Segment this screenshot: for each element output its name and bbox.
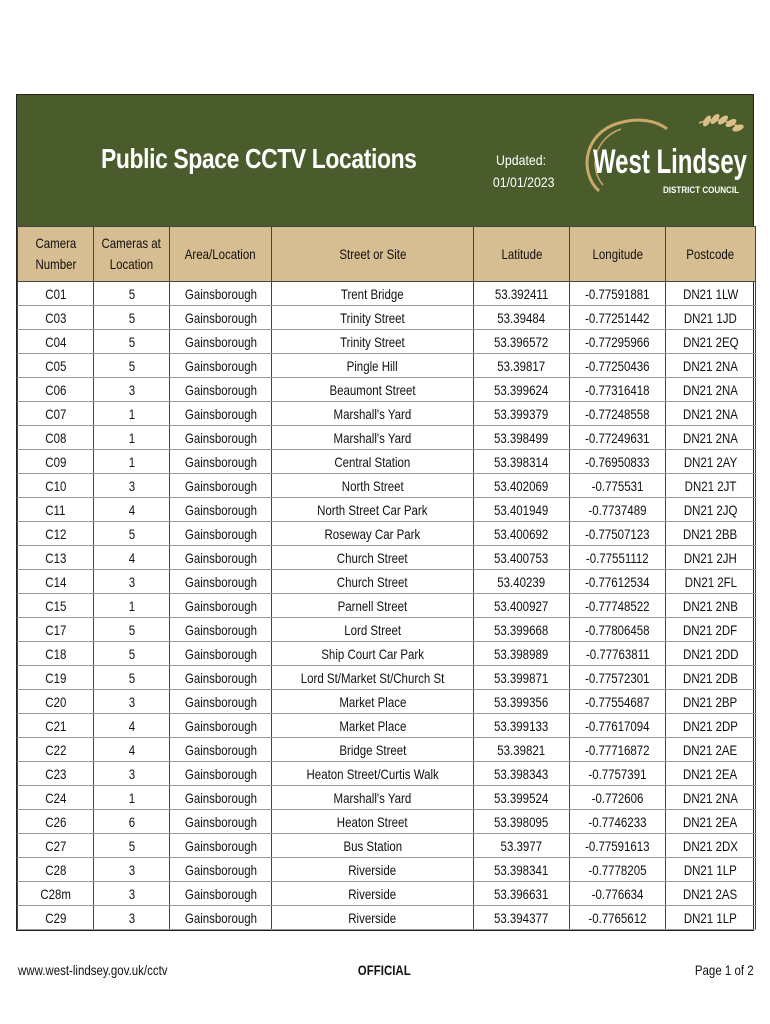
cell-longitude: -0.77617094 — [570, 714, 666, 738]
cell-cameras-count: 3 — [94, 906, 170, 930]
cell-postcode: DN21 2NA — [666, 354, 756, 378]
cell-longitude: -0.7778205 — [570, 858, 666, 882]
cell-postcode: DN21 1LW — [666, 282, 756, 306]
cell-postcode: DN21 2JH — [666, 546, 756, 570]
west-lindsey-logo-icon — [579, 113, 751, 209]
svg-text:DISTRICT COUNCIL: DISTRICT COUNCIL — [663, 185, 740, 195]
footer-url: www.west-lindsey.gov.uk/cctv — [18, 962, 168, 978]
cell-longitude: -0.77507123 — [570, 522, 666, 546]
cell-area: Gainsborough — [170, 618, 272, 642]
cell-latitude: 53.398989 — [474, 642, 570, 666]
cell-cameras-count: 1 — [94, 450, 170, 474]
cell-postcode: DN21 2NA — [666, 378, 756, 402]
cell-area: Gainsborough — [170, 642, 272, 666]
cell-latitude: 53.394377 — [474, 906, 570, 930]
cell-latitude: 53.39484 — [474, 306, 570, 330]
cell-cameras-count: 5 — [94, 642, 170, 666]
cell-latitude: 53.40239 — [474, 570, 570, 594]
cell-camera-number: C05 — [18, 354, 94, 378]
table-row — [18, 546, 756, 570]
cell-area: Gainsborough — [170, 474, 272, 498]
cell-latitude: 53.396631 — [474, 882, 570, 906]
table-row — [18, 594, 756, 618]
cell-latitude: 53.39821 — [474, 738, 570, 762]
cell-area: Gainsborough — [170, 666, 272, 690]
footer-classification: OFFICIAL — [357, 962, 411, 978]
cell-cameras-count: 1 — [94, 594, 170, 618]
col-header-postcode: Postcode — [666, 227, 756, 282]
cell-street-or-site: Marshall's Yard — [272, 402, 474, 426]
cell-longitude: -0.772606 — [570, 786, 666, 810]
cell-longitude: -0.77554687 — [570, 690, 666, 714]
svg-text:West Lindsey: West Lindsey — [593, 143, 748, 181]
table-row — [18, 570, 756, 594]
table-row — [18, 474, 756, 498]
cell-latitude: 53.399524 — [474, 786, 570, 810]
table-row — [18, 762, 756, 786]
cell-camera-number: C29 — [18, 906, 94, 930]
cell-postcode: DN21 2BB — [666, 522, 756, 546]
cell-camera-number: C01 — [18, 282, 94, 306]
cell-cameras-count: 1 — [94, 402, 170, 426]
cell-cameras-count: 4 — [94, 546, 170, 570]
cell-camera-number: C21 — [18, 714, 94, 738]
cell-latitude: 53.399133 — [474, 714, 570, 738]
table-row — [18, 906, 756, 930]
cell-cameras-count: 5 — [94, 666, 170, 690]
cell-longitude: -0.775531 — [570, 474, 666, 498]
cell-longitude: -0.776634 — [570, 882, 666, 906]
cell-area: Gainsborough — [170, 762, 272, 786]
cell-postcode: DN21 2DB — [666, 666, 756, 690]
table-row — [18, 618, 756, 642]
cell-longitude: -0.77572301 — [570, 666, 666, 690]
cell-street-or-site: Lord St/Market St/Church St — [272, 666, 474, 690]
cell-street-or-site: Market Place — [272, 714, 474, 738]
cell-street-or-site: Riverside — [272, 906, 474, 930]
cell-cameras-count: 5 — [94, 282, 170, 306]
cell-street-or-site: Heaton Street — [272, 810, 474, 834]
cell-longitude: -0.7765612 — [570, 906, 666, 930]
cell-area: Gainsborough — [170, 858, 272, 882]
cell-cameras-count: 5 — [94, 306, 170, 330]
cell-postcode: DN21 2AE — [666, 738, 756, 762]
cell-area: Gainsborough — [170, 306, 272, 330]
table-row — [18, 522, 756, 546]
cell-camera-number: C07 — [18, 402, 94, 426]
cell-street-or-site: Church Street — [272, 570, 474, 594]
table-row — [18, 426, 756, 450]
cell-latitude: 53.399668 — [474, 618, 570, 642]
cell-latitude: 53.398499 — [474, 426, 570, 450]
cell-street-or-site: Heaton Street/Curtis Walk — [272, 762, 474, 786]
cell-latitude: 53.398314 — [474, 450, 570, 474]
cell-cameras-count: 5 — [94, 522, 170, 546]
cell-latitude: 53.3977 — [474, 834, 570, 858]
cell-street-or-site: North Street Car Park — [272, 498, 474, 522]
cell-postcode: DN21 2DP — [666, 714, 756, 738]
cell-area: Gainsborough — [170, 378, 272, 402]
cell-postcode: DN21 2BP — [666, 690, 756, 714]
cell-postcode: DN21 2NA — [666, 402, 756, 426]
cell-postcode: DN21 2NB — [666, 594, 756, 618]
cell-cameras-count: 3 — [94, 378, 170, 402]
col-header-longitude: Longitude — [570, 227, 666, 282]
cell-postcode: DN21 1LP — [666, 858, 756, 882]
cell-camera-number: C26 — [18, 810, 94, 834]
cell-camera-number: C28m — [18, 882, 94, 906]
cell-camera-number: C23 — [18, 762, 94, 786]
updated-info — [492, 149, 555, 193]
col-header-cameras-at-location: Cameras at Location — [94, 227, 170, 282]
cell-longitude: -0.77249631 — [570, 426, 666, 450]
cell-cameras-count: 4 — [94, 498, 170, 522]
col-header-area: Area/Location — [170, 227, 272, 282]
cell-postcode: DN21 1LP — [666, 906, 756, 930]
cell-cameras-count: 5 — [94, 330, 170, 354]
cell-camera-number: C03 — [18, 306, 94, 330]
cell-postcode: DN21 2AY — [666, 450, 756, 474]
table-row — [18, 642, 756, 666]
cell-camera-number: C17 — [18, 618, 94, 642]
cell-longitude: -0.77250436 — [570, 354, 666, 378]
cell-latitude: 53.398343 — [474, 762, 570, 786]
cell-street-or-site: Parnell Street — [272, 594, 474, 618]
table-row — [18, 354, 756, 378]
cell-camera-number: C08 — [18, 426, 94, 450]
cell-longitude: -0.77316418 — [570, 378, 666, 402]
col-header-camera-number: Camera Number — [18, 227, 94, 282]
table-header-row — [18, 227, 756, 282]
cell-postcode: DN21 2EA — [666, 810, 756, 834]
cell-street-or-site: Marshall's Yard — [272, 426, 474, 450]
cell-latitude: 53.400692 — [474, 522, 570, 546]
cell-street-or-site: Riverside — [272, 882, 474, 906]
cell-postcode: DN21 2NA — [666, 426, 756, 450]
cell-latitude: 53.402069 — [474, 474, 570, 498]
cell-area: Gainsborough — [170, 738, 272, 762]
updated-label: Updated: — [495, 152, 546, 168]
cell-camera-number: C28 — [18, 858, 94, 882]
cell-latitude: 53.399624 — [474, 378, 570, 402]
cell-latitude: 53.400753 — [474, 546, 570, 570]
cell-area: Gainsborough — [170, 834, 272, 858]
cell-longitude: -0.7737489 — [570, 498, 666, 522]
cell-postcode: DN21 2EA — [666, 762, 756, 786]
cell-area: Gainsborough — [170, 882, 272, 906]
cell-cameras-count: 1 — [94, 426, 170, 450]
cell-area: Gainsborough — [170, 594, 272, 618]
cell-postcode: DN21 2AS — [666, 882, 756, 906]
table-row — [18, 450, 756, 474]
cell-camera-number: C04 — [18, 330, 94, 354]
table-row — [18, 834, 756, 858]
cell-street-or-site: Trinity Street — [272, 306, 474, 330]
cell-postcode: DN21 2DX — [666, 834, 756, 858]
cell-street-or-site: Central Station — [272, 450, 474, 474]
updated-date: 01/01/2023 — [492, 174, 555, 190]
cell-camera-number: C24 — [18, 786, 94, 810]
cell-cameras-count: 5 — [94, 618, 170, 642]
table-row — [18, 738, 756, 762]
cell-latitude: 53.396572 — [474, 330, 570, 354]
cell-street-or-site: Church Street — [272, 546, 474, 570]
cell-longitude: -0.77591881 — [570, 282, 666, 306]
cell-cameras-count: 3 — [94, 762, 170, 786]
cell-longitude: -0.77248558 — [570, 402, 666, 426]
cell-area: Gainsborough — [170, 546, 272, 570]
cell-longitude: -0.7757391 — [570, 762, 666, 786]
cell-area: Gainsborough — [170, 498, 272, 522]
cell-street-or-site: Market Place — [272, 690, 474, 714]
table-row — [18, 402, 756, 426]
cell-street-or-site: Pingle Hill — [272, 354, 474, 378]
table-row — [18, 714, 756, 738]
cell-camera-number: C20 — [18, 690, 94, 714]
cell-street-or-site: Ship Court Car Park — [272, 642, 474, 666]
table-row — [18, 498, 756, 522]
cell-cameras-count: 5 — [94, 354, 170, 378]
cell-postcode: DN21 2NA — [666, 786, 756, 810]
cell-street-or-site: Riverside — [272, 858, 474, 882]
cell-postcode: DN21 2JQ — [666, 498, 756, 522]
table-row — [18, 882, 756, 906]
cell-postcode: DN21 2JT — [666, 474, 756, 498]
col-header-latitude: Latitude — [474, 227, 570, 282]
table-row — [18, 690, 756, 714]
cctv-locations-sheet — [16, 94, 754, 931]
cell-cameras-count: 6 — [94, 810, 170, 834]
cell-latitude: 53.400927 — [474, 594, 570, 618]
cell-street-or-site: Marshall's Yard — [272, 786, 474, 810]
cell-camera-number: C13 — [18, 546, 94, 570]
cell-cameras-count: 3 — [94, 690, 170, 714]
cell-latitude: 53.399379 — [474, 402, 570, 426]
table-row — [18, 378, 756, 402]
cell-postcode: DN21 2DD — [666, 642, 756, 666]
cell-cameras-count: 3 — [94, 570, 170, 594]
cell-longitude: -0.77748522 — [570, 594, 666, 618]
page-title: Public Space CCTV Locations — [101, 143, 417, 174]
cell-latitude: 53.398341 — [474, 858, 570, 882]
cell-camera-number: C06 — [18, 378, 94, 402]
cell-cameras-count: 3 — [94, 858, 170, 882]
title-banner — [17, 95, 753, 226]
cell-camera-number: C14 — [18, 570, 94, 594]
cell-postcode: DN21 2DF — [666, 618, 756, 642]
cell-area: Gainsborough — [170, 690, 272, 714]
cell-area: Gainsborough — [170, 354, 272, 378]
cell-latitude: 53.399871 — [474, 666, 570, 690]
cell-longitude: -0.77806458 — [570, 618, 666, 642]
cell-postcode: DN21 2FL — [666, 570, 756, 594]
cell-area: Gainsborough — [170, 330, 272, 354]
cell-street-or-site: Bridge Street — [272, 738, 474, 762]
cell-longitude: -0.7746233 — [570, 810, 666, 834]
cell-area: Gainsborough — [170, 522, 272, 546]
cell-camera-number: C15 — [18, 594, 94, 618]
cell-camera-number: C22 — [18, 738, 94, 762]
cell-latitude: 53.401949 — [474, 498, 570, 522]
cell-area: Gainsborough — [170, 906, 272, 930]
cell-cameras-count: 5 — [94, 834, 170, 858]
cell-longitude: -0.77251442 — [570, 306, 666, 330]
cell-latitude: 53.39817 — [474, 354, 570, 378]
cell-longitude: -0.77551112 — [570, 546, 666, 570]
table-row — [18, 666, 756, 690]
cell-longitude: -0.77716872 — [570, 738, 666, 762]
cell-area: Gainsborough — [170, 810, 272, 834]
cell-longitude: -0.77295966 — [570, 330, 666, 354]
cell-street-or-site: Trent Bridge — [272, 282, 474, 306]
table-body — [18, 282, 756, 930]
cell-street-or-site: Beaumont Street — [272, 378, 474, 402]
cctv-table — [17, 226, 756, 930]
cell-camera-number: C10 — [18, 474, 94, 498]
cell-area: Gainsborough — [170, 570, 272, 594]
cell-longitude: -0.77763811 — [570, 642, 666, 666]
cell-cameras-count: 3 — [94, 474, 170, 498]
col-header-street: Street or Site — [272, 227, 474, 282]
cell-street-or-site: Roseway Car Park — [272, 522, 474, 546]
cell-longitude: -0.77591613 — [570, 834, 666, 858]
cell-longitude: -0.76950833 — [570, 450, 666, 474]
cell-postcode: DN21 1JD — [666, 306, 756, 330]
cell-latitude: 53.398095 — [474, 810, 570, 834]
table-row — [18, 282, 756, 306]
cell-street-or-site: North Street — [272, 474, 474, 498]
cell-area: Gainsborough — [170, 714, 272, 738]
cell-area: Gainsborough — [170, 450, 272, 474]
cell-area: Gainsborough — [170, 426, 272, 450]
cell-camera-number: C12 — [18, 522, 94, 546]
cell-camera-number: C18 — [18, 642, 94, 666]
cell-postcode: DN21 2EQ — [666, 330, 756, 354]
cell-latitude: 53.399356 — [474, 690, 570, 714]
cell-camera-number: C11 — [18, 498, 94, 522]
cell-street-or-site: Bus Station — [272, 834, 474, 858]
table-row — [18, 786, 756, 810]
cell-area: Gainsborough — [170, 786, 272, 810]
cell-cameras-count: 1 — [94, 786, 170, 810]
cell-cameras-count: 3 — [94, 882, 170, 906]
cell-latitude: 53.392411 — [474, 282, 570, 306]
cell-camera-number: C27 — [18, 834, 94, 858]
cell-camera-number: C09 — [18, 450, 94, 474]
cell-street-or-site: Lord Street — [272, 618, 474, 642]
footer-page-number: Page 1 of 2 — [695, 962, 754, 978]
cell-cameras-count: 4 — [94, 714, 170, 738]
table-row — [18, 306, 756, 330]
table-row — [18, 330, 756, 354]
table-row — [18, 858, 756, 882]
cell-longitude: -0.77612534 — [570, 570, 666, 594]
table-row — [18, 810, 756, 834]
cell-street-or-site: Trinity Street — [272, 330, 474, 354]
cell-cameras-count: 4 — [94, 738, 170, 762]
cell-camera-number: C19 — [18, 666, 94, 690]
cell-area: Gainsborough — [170, 402, 272, 426]
cell-area: Gainsborough — [170, 282, 272, 306]
